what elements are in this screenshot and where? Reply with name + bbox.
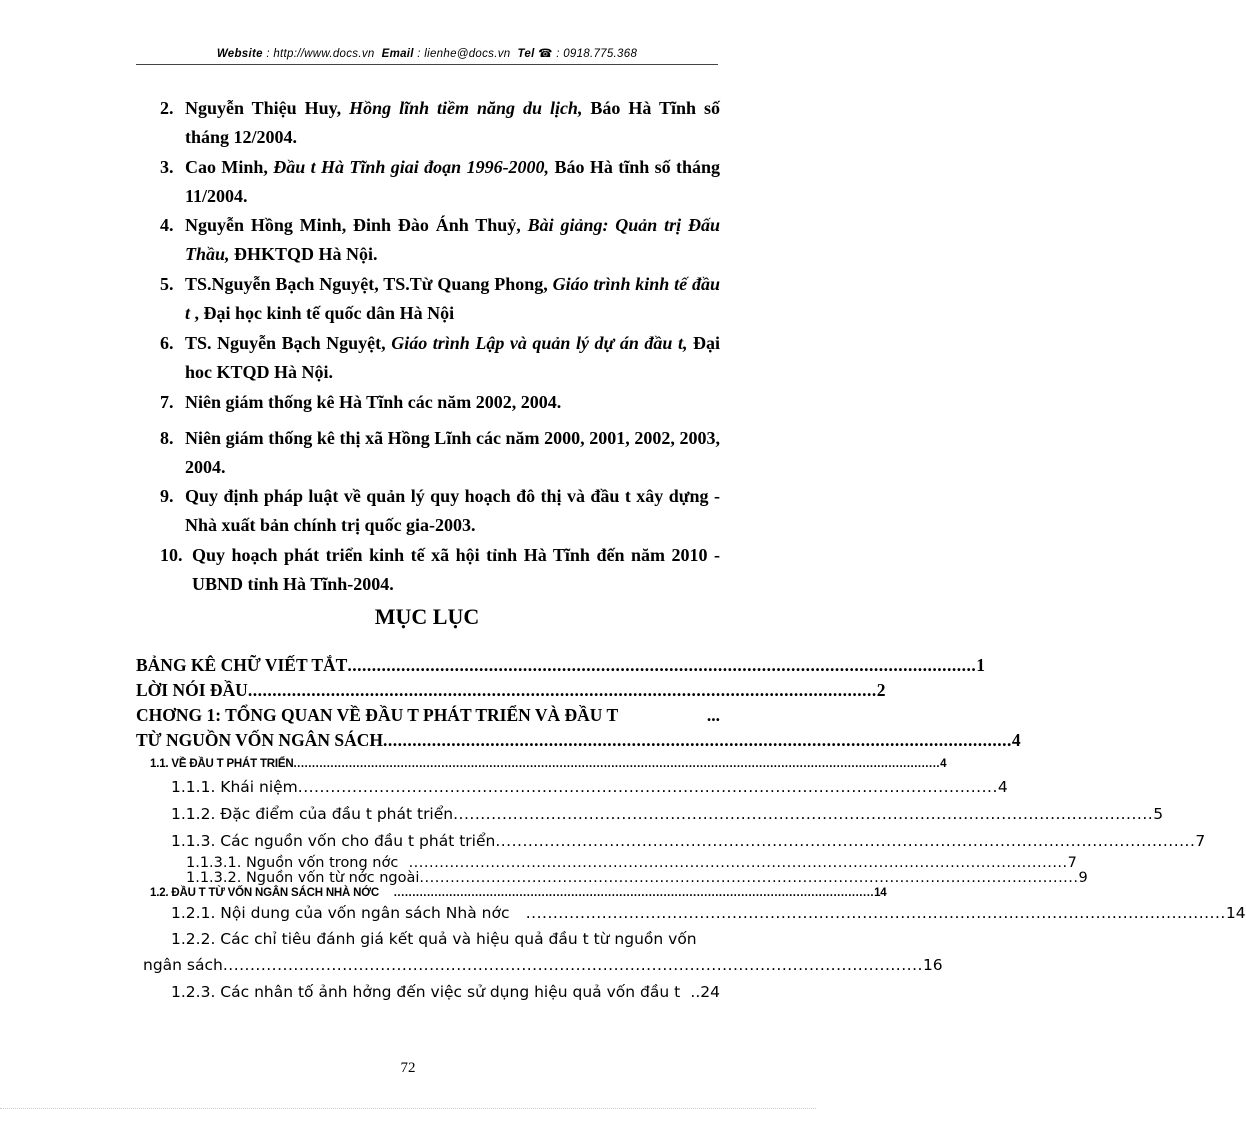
toc-entry[interactable]: CHƠNG 1: TỔNG QUAN VỀ ĐẦU T PHÁT TRIỂN VÀ ĐẦU T ...	[136, 705, 720, 725]
reference-item: 9. Quy định pháp luật về quản lý quy hoạch đô thị và đầu t xây dựng - Nhà xuất bản chính trị quốc gia-2003.	[160, 486, 720, 535]
reference-item: 6. TS. Nguyễn Bạch Nguyệt, Giáo trình Lập và quản lý dự án đầu t, Đại hoc KTQD Hà Nội.	[160, 333, 720, 382]
reference-item: 10. Quy hoạch phát triển kinh tế xã hội tỉnh Hà Tĩnh đến năm 2010 - UBND tỉnh Hà Tĩnh-2004.	[160, 545, 720, 594]
reference-item: 7. Niên giám thống kê Hà Tĩnh các năm 2002, 2004.	[160, 392, 562, 412]
reference-item: 2. Nguyễn Thiệu Huy, Hồng lĩnh tiềm năng du lịch, Báo Hà Tĩnh số tháng 12/2004.	[160, 98, 720, 147]
toc-entry[interactable]: 1.1.3.2. Nguồn vốn từ nớc ngoài ................................................................................................................................. 9	[186, 870, 1088, 886]
tel-label: Tel	[517, 48, 535, 60]
tel-value: : 0918.775.368	[556, 48, 638, 60]
toc-title: MỤC LỤC	[374, 604, 480, 629]
website-label: Website	[216, 48, 263, 60]
toc-entry[interactable]: 1.1.3.1. Nguồn vốn trong nớc ................................................................................................................................. 7	[186, 855, 1077, 871]
page-bottom-divider	[0, 1108, 816, 1109]
reference-item: 8. Niên giám thống kê thị xã Hồng Lĩnh các năm 2000, 2001, 2002, 2003, 2004.	[160, 428, 720, 477]
page-header	[136, 46, 718, 60]
website-value: : http://www.docs.vn	[266, 48, 375, 60]
reference-item: 3. Cao Minh, Đầu t Hà Tĩnh giai đoạn 1996-2000, Báo Hà tĩnh số tháng 11/2004.	[160, 157, 720, 206]
toc-entry[interactable]: 1.1.1. Khái niệm ................................................................................................................................. 4	[171, 778, 1008, 796]
email-value: : lienhe@docs.vn	[417, 48, 511, 60]
toc-entry[interactable]: LỜI NÓI ĐẦU ................................................................................................................................. 2	[136, 680, 886, 700]
toc-entry[interactable]: 1.2. ĐẦU T TỪ VỐN NGÂN SÁCH NHÀ NỚC .................................................................................................................................. 14	[150, 887, 887, 899]
toc-entry[interactable]: 1.2.1. Nội dung của vốn ngân sách Nhà nớc ................................................................................................................................. 14	[171, 904, 1246, 922]
toc-entry[interactable]: ngân sách ................................................................................................................................. 16	[143, 956, 943, 974]
toc-entry[interactable]: 1.1. VỀ ĐẦU T PHÁT TRIỂN ............................................................................................................................................................................... 4	[150, 758, 947, 770]
toc-entry[interactable]: TỪ NGUỒN VỐN NGÂN SÁCH ................................................................................................................................. 4	[136, 730, 1021, 750]
reference-item: 5. TS.Nguyễn Bạch Nguyệt, TS.Từ Quang Phong, Giáo trình kinh tế đầu t , Đại học kinh tế quốc dân Hà Nội	[160, 274, 720, 323]
phone-icon: ☎	[538, 48, 553, 60]
toc-entry[interactable]: 1.2.2. Các chỉ tiêu đánh giá kết quả và hiệu quả đầu t từ nguồn vốn	[171, 930, 697, 948]
toc-entry[interactable]: 1.1.3. Các nguồn vốn cho đầu t phát triển ................................................................................................................................. 7	[171, 832, 1206, 850]
toc-entry[interactable]: BẢNG KÊ CHỮ VIẾT TẮT ................................................................................................................................. 1	[136, 655, 985, 675]
page-number: 72	[400, 1060, 416, 1076]
header-divider	[136, 64, 718, 65]
reference-item: 4. Nguyễn Hồng Minh, Đinh Đào Ánh Thuỷ, Bài giảng: Quản trị Đấu Thầu, ĐHKTQD Hà Nội.	[160, 215, 720, 264]
toc-entry[interactable]: 1.2.3. Các nhân tố ảnh hởng đến việc sử dụng hiệu quả vốn đầu t ..24	[171, 983, 720, 1001]
email-label: Email	[381, 48, 414, 60]
toc-entry[interactable]: 1.1.2. Đặc điểm của đầu t phát triển ................................................................................................................................. 5	[171, 805, 1164, 823]
